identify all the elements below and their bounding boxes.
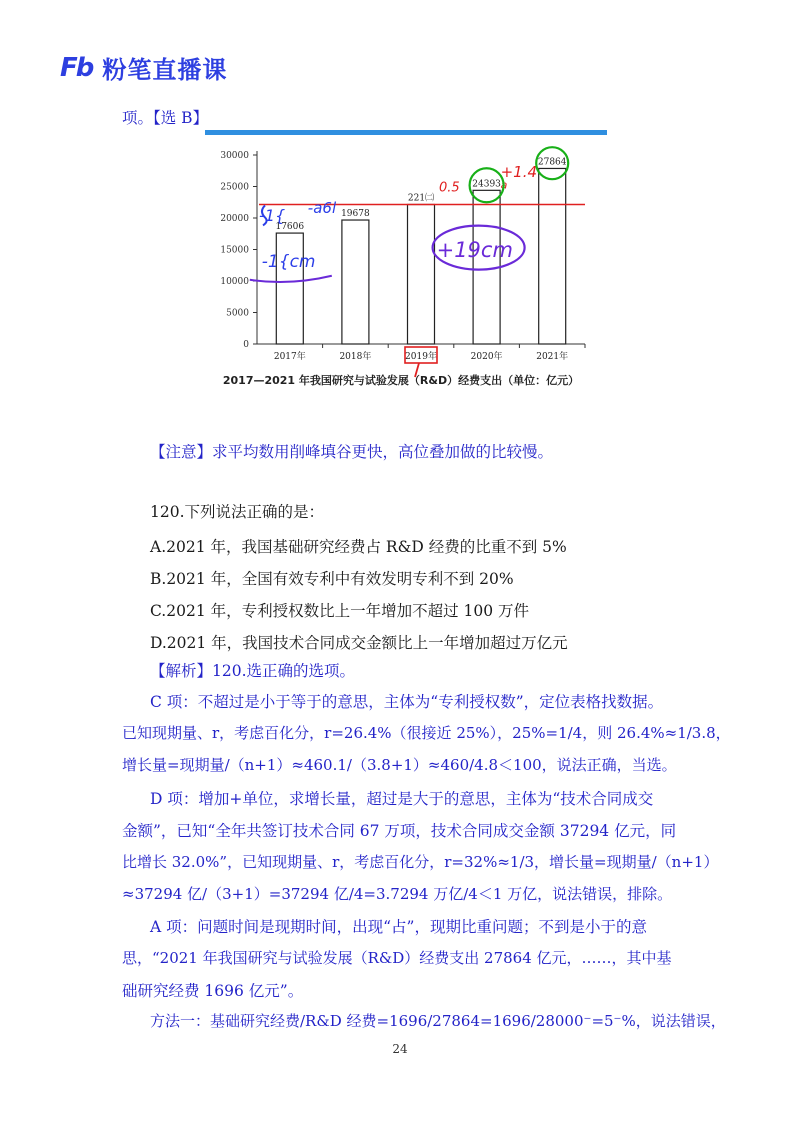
analysis-line: 金额”，已知“全年共签订技术合同 67 万项，技术合同成交金额 37294 亿元，同 xyxy=(122,822,677,840)
page-number: 24 xyxy=(392,1042,408,1056)
y-tick-label: 20000 xyxy=(220,214,249,224)
y-tick-label: 25000 xyxy=(220,182,249,193)
rd-expenditure-chart xyxy=(205,130,607,396)
annotation-text: -1{cm xyxy=(261,252,316,273)
analysis-line: 比增长 32.0%”，已知现期量、r，考虑百化分，r=32%≈1/3，增长量=现期量/（n+1） xyxy=(122,853,719,871)
y-tick-label: 0 xyxy=(243,340,249,350)
bar xyxy=(539,168,566,344)
logo-text: 粉笔直播课 xyxy=(102,56,228,84)
analysis-line: 增长量=现期量/（n+1）≈460.1/（3.8+1）≈460/4.8＜100，说法正确，当选。 xyxy=(122,756,677,774)
chart-title: 2017—2021 年我国研究与试验发展（R&D）经费支出（单位：亿元） xyxy=(222,374,580,387)
analysis-line: ≈37294 亿/（3+1）=37294 亿/4=3.7294 万亿/4＜1 万亿，说法错误，排除。 xyxy=(122,885,673,903)
note-text: 求平均数用削峰填谷更快，高位叠加做的比较慢。 xyxy=(212,443,554,461)
analysis-header: 【解析】120.选正确的选项。 xyxy=(150,662,356,680)
y-tick-label: 15000 xyxy=(220,245,249,256)
data-label: 17606 xyxy=(275,222,305,233)
x-tick-label: 2017年 xyxy=(273,352,306,362)
analysis-line: 已知现期量、r，考虑百化分，r=26.4%（很接近 25%），25%=1/4，则 26.4%≈1/3.8， xyxy=(122,724,731,742)
analysis-line: 思，“2021 年我国研究与试验发展（R&D）经费支出 27864 亿元，……，其中基 xyxy=(122,949,672,967)
y-tick-label: 10000 xyxy=(220,277,249,287)
analysis-line: D 项：增加+单位，求增长量，超过是大于的意思，主体为“技术合同成交 xyxy=(150,790,654,808)
annotation-text: a xyxy=(500,178,508,192)
top-line: 项。【选 B】 xyxy=(122,109,209,127)
data-label: 19678 xyxy=(341,209,370,220)
annotation-text: +1.4 xyxy=(500,163,538,182)
option-c: C.2021 年，专利授权数比上一年增加不超过 100 万件 xyxy=(150,602,530,620)
annotation-text: -a6l xyxy=(307,198,337,217)
y-tick-label: 30000 xyxy=(220,151,249,161)
annotation-text: 0.5 xyxy=(439,180,460,196)
data-label: 27864 xyxy=(537,157,567,168)
annotation-text: +19cm xyxy=(436,238,513,263)
analysis-line: 方法一：基础研究经费/R&D 经费=1696/27864=1696/28000⁻=5⁻%，说法错误， xyxy=(150,1012,726,1030)
chart-svg xyxy=(205,130,607,396)
data-label: 221㈡ xyxy=(407,193,435,204)
annotation-text: -1{ xyxy=(259,206,286,226)
data-label: 24393 xyxy=(472,179,501,190)
bar xyxy=(408,204,435,344)
chart-header-bar xyxy=(205,130,607,135)
note xyxy=(150,440,553,462)
option-a: A.2021 年，我国基础研究经费占 R&D 经费的比重不到 5% xyxy=(150,538,567,556)
x-tick-label: 2020年 xyxy=(470,352,503,362)
analysis-line: C 项：不超过是小于等于的意思，主体为“专利授权数”，定位表格找数据。 xyxy=(150,693,664,711)
brand-logo xyxy=(60,50,227,85)
x-tick-label: 2021年 xyxy=(536,352,569,362)
x-tick-label: 2019年 xyxy=(405,352,437,362)
question-stem: 120.下列说法正确的是： xyxy=(150,503,325,521)
y-tick-label: 5000 xyxy=(226,308,249,319)
x-tick-label: 2018年 xyxy=(339,352,372,362)
bar xyxy=(276,233,303,344)
option-b: B.2021 年，全国有效专利中有效发明专利不到 20% xyxy=(150,570,514,588)
analysis-line: A 项：问题时间是现期时间，出现“占”，现期比重问题；不到是小于的意 xyxy=(150,918,647,936)
analysis-line: 础研究经费 1696 亿元”。 xyxy=(122,982,304,1000)
bar xyxy=(342,220,369,344)
note-label: 【注意】 xyxy=(150,443,213,461)
logo-mark: Fb xyxy=(60,52,93,83)
option-d: D.2021 年，我国技术合同成交金额比上一年增加超过万亿元 xyxy=(150,634,568,652)
